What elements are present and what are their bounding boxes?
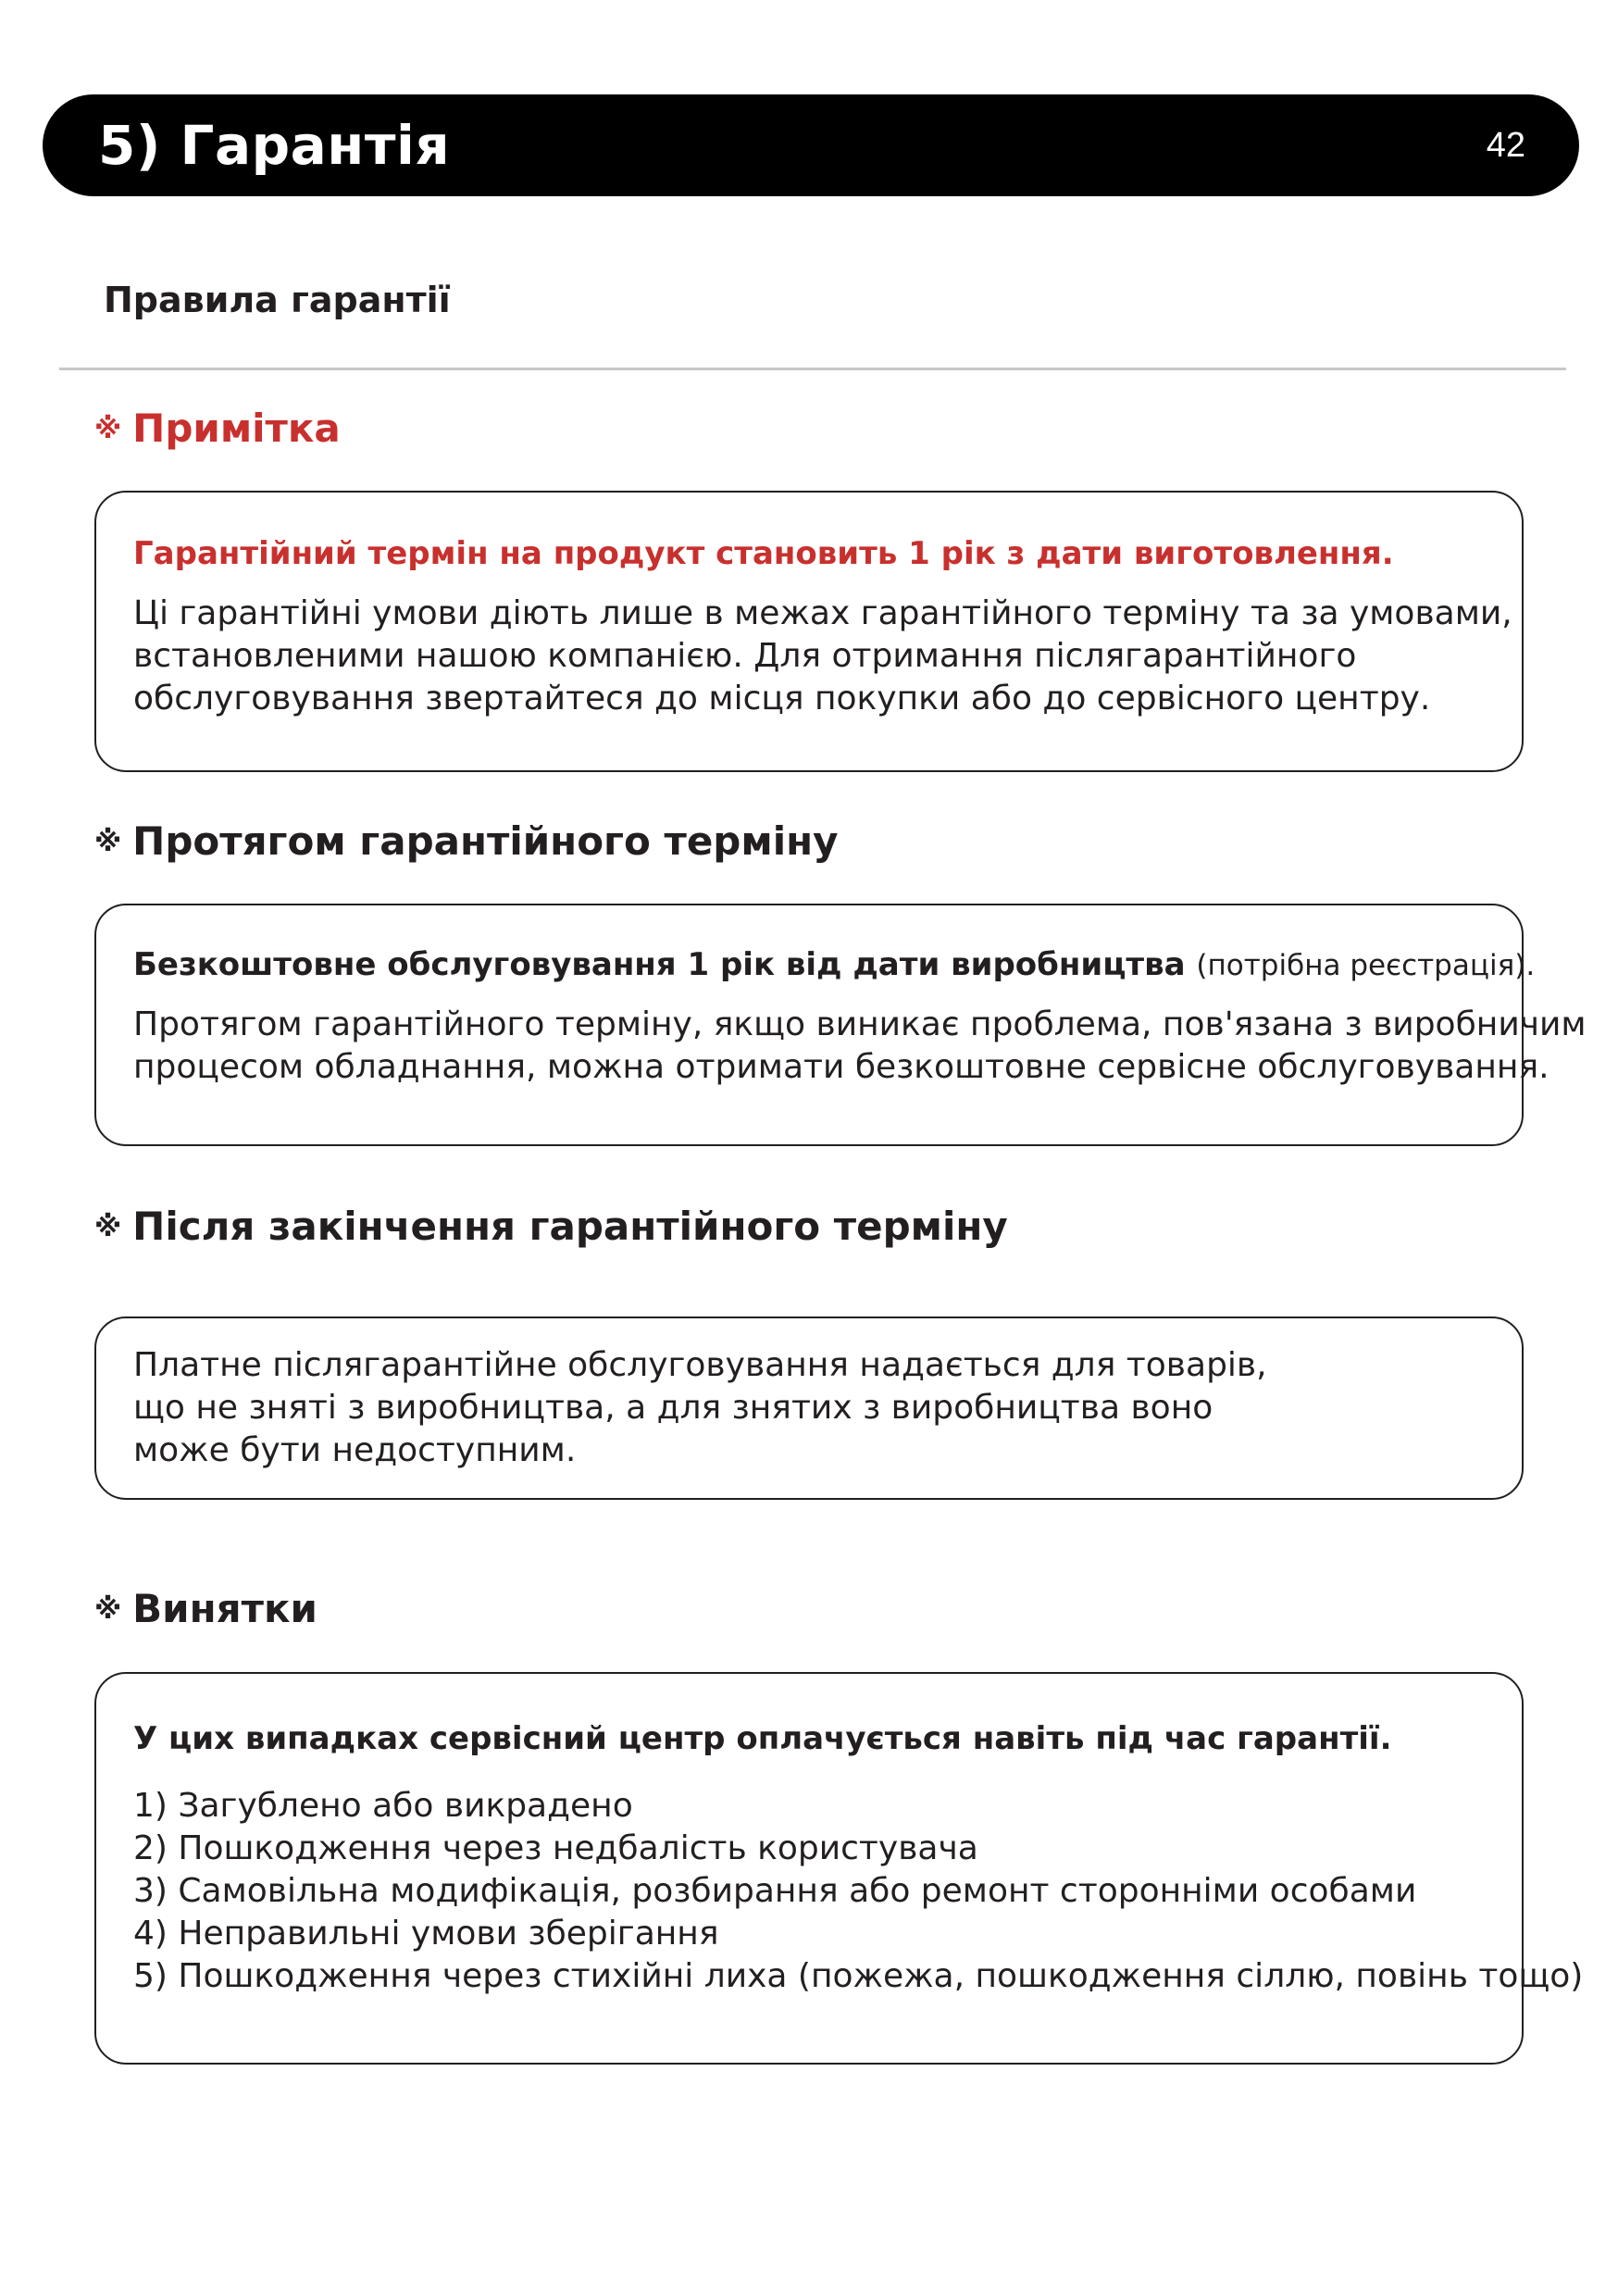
reference-mark-icon: ※ [94,1211,122,1243]
during-warranty-heading-text: Протягом гарантійного терміну [132,818,839,864]
after-warranty-box [94,1316,1524,1500]
list-item: 2) Пошкодження через недбалість користувача [133,1829,978,1867]
during-warranty-box [94,904,1587,1146]
after-warranty-line: може бути недоступним. [133,1431,577,1469]
during-warranty-heading [94,818,839,864]
after-warranty-line: Платне післягарантійне обслуговування надається для товарів, [133,1346,1267,1384]
divider [59,368,1566,370]
page-number: 42 [1486,126,1525,165]
exceptions-lead: У цих випадках сервісний центр оплачується навіть під час гарантії. [133,1720,1392,1757]
during-warranty-lead [133,946,1536,983]
during-warranty-line: Протягом гарантійного терміну, якщо виникає проблема, пов'язана з виробничим [133,1005,1587,1043]
after-warranty-line: що не зняті з виробництва, а для знятих з виробництва воно [133,1389,1214,1427]
list-item: 4) Неправильні умови зберігання [133,1915,719,1953]
reference-mark-icon: ※ [94,826,122,858]
registration-note: (потрібна реєстрація). [1196,949,1536,982]
exceptions-box [94,1672,1584,2065]
note-heading-text: Примітка [132,406,341,451]
note-line: Ці гарантійні умови діють лише в межах гарантійного терміну та за умовами, [133,594,1512,632]
list-item: 3) Самовільна модифікація, розбирання або ремонт сторонніми особами [133,1872,1417,1910]
note-line: встановленими нашою компанією. Для отримання післягарантійного [133,637,1357,675]
list-item: 1) Загублено або викрадено [133,1787,633,1825]
after-warranty-heading [94,1204,1008,1249]
exceptions-heading-text: Винятки [132,1586,317,1631]
note-lead: Гарантійний термін на продукт становить 1 рік з дати виготовлення. [133,535,1394,572]
after-warranty-heading-text: Після закінчення гарантійного терміну [132,1204,1008,1249]
list-item: 5) Пошкодження через стихійні лиха (пожежа, пошкодження сіллю, повінь тощо) [133,1957,1584,1995]
reference-mark-icon: ※ [94,1593,122,1626]
during-warranty-lead-text: Безкоштовне обслуговування 1 рік від дати виробництва [133,946,1186,983]
page-header [43,94,1579,196]
note-heading [94,406,341,451]
page-title: 5) Гарантія [98,114,451,177]
note-line: обслуговування звертайтеся до місця покупки або до сервісного центру. [133,680,1431,718]
reference-mark-icon: ※ [94,413,122,445]
during-warranty-line: процесом обладнання, можна отримати безкоштовне сервісне обслуговування. [133,1048,1550,1086]
exceptions-heading [94,1586,317,1631]
section-subtitle: Правила гарантії [104,280,451,320]
note-box [94,491,1524,772]
